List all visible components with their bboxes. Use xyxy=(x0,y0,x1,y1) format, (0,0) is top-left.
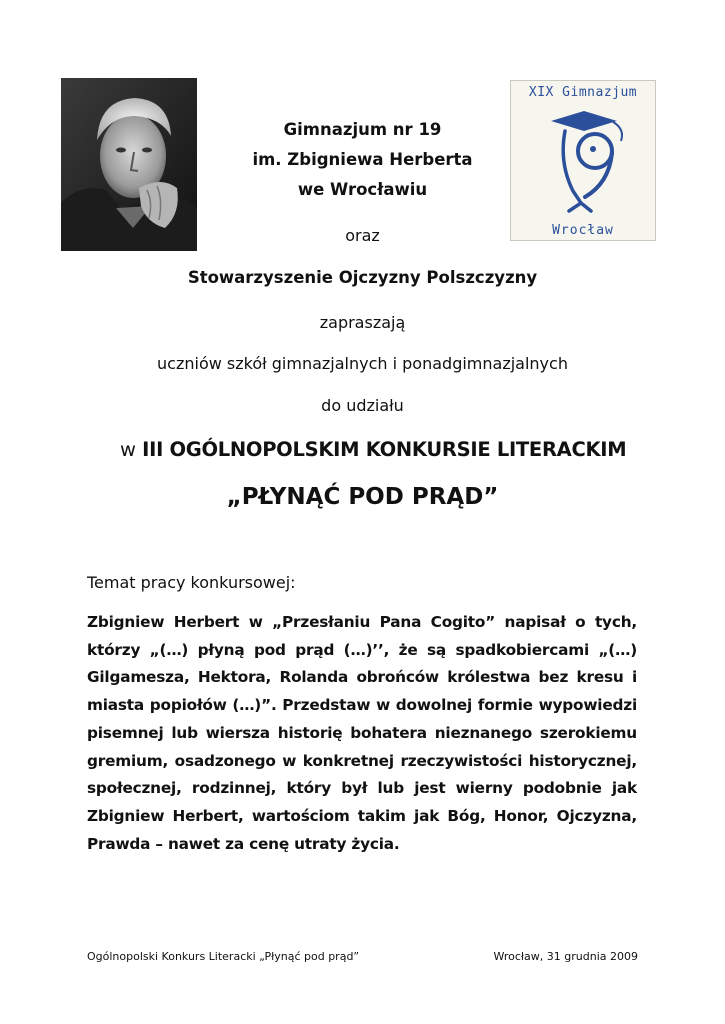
organizer-city: we Wrocławiu xyxy=(297,180,428,199)
audience-text: uczniów szkół gimnazjalnych i ponadgimnazjalnych xyxy=(157,354,568,373)
organizer-name: Gimnazjum nr 19 xyxy=(283,120,442,139)
footer-contest-name: Ogólnopolski Konkurs Literacki „Płynąć pod prąd” xyxy=(87,950,360,963)
partner-organization: Stowarzyszenie Ojczyzny Polszczyzny xyxy=(187,268,538,287)
logo-top-text: XIX Gimnazjum xyxy=(528,85,638,100)
organizer-patron: im. Zbigniewa Herberta xyxy=(252,150,473,169)
logo-bottom-text: Wrocław xyxy=(552,223,614,238)
participation-text: do udziału xyxy=(321,396,404,415)
invite-text: zapraszają xyxy=(319,313,406,332)
contest-prefix: w xyxy=(120,438,136,461)
footer-date: Wrocław, 31 grudnia 2009 xyxy=(493,950,638,963)
contest-slogan: „PŁYNĄĆ POD PRĄD” xyxy=(226,484,499,510)
topic-description: Zbigniew Herbert w „Przesłaniu Pana Cogito” napisał o tych, którzy „(…) płyną pod prąd (…)’’, że są spadkobiercami „(…) Gilgamesza, Hektora, Rolanda obrońców królestwa bez kresu i miasta popiołów (…)”. Przedstaw w dowolnej formie wypowiedzi pisemnej lub wiersza historię bohatera nieznanego szerokiemu gremium, osadzonego w konkretnej rzeczywistości historycznej, społecznej, rodzinnej, który był lub jest wierny podobnie jak Zbigniew Herbert, wartościom takim jak Bóg, Honor, Ojczyzna, Prawda – nawet za cenę utraty życia. xyxy=(87,613,637,853)
contest-title: III OGÓLNOPOLSKIM KONKURSIE LITERACKIM xyxy=(142,438,627,461)
topic-label: Temat pracy konkursowej: xyxy=(87,573,296,592)
conjunction-text: oraz xyxy=(345,226,380,245)
contest-name xyxy=(120,438,627,461)
